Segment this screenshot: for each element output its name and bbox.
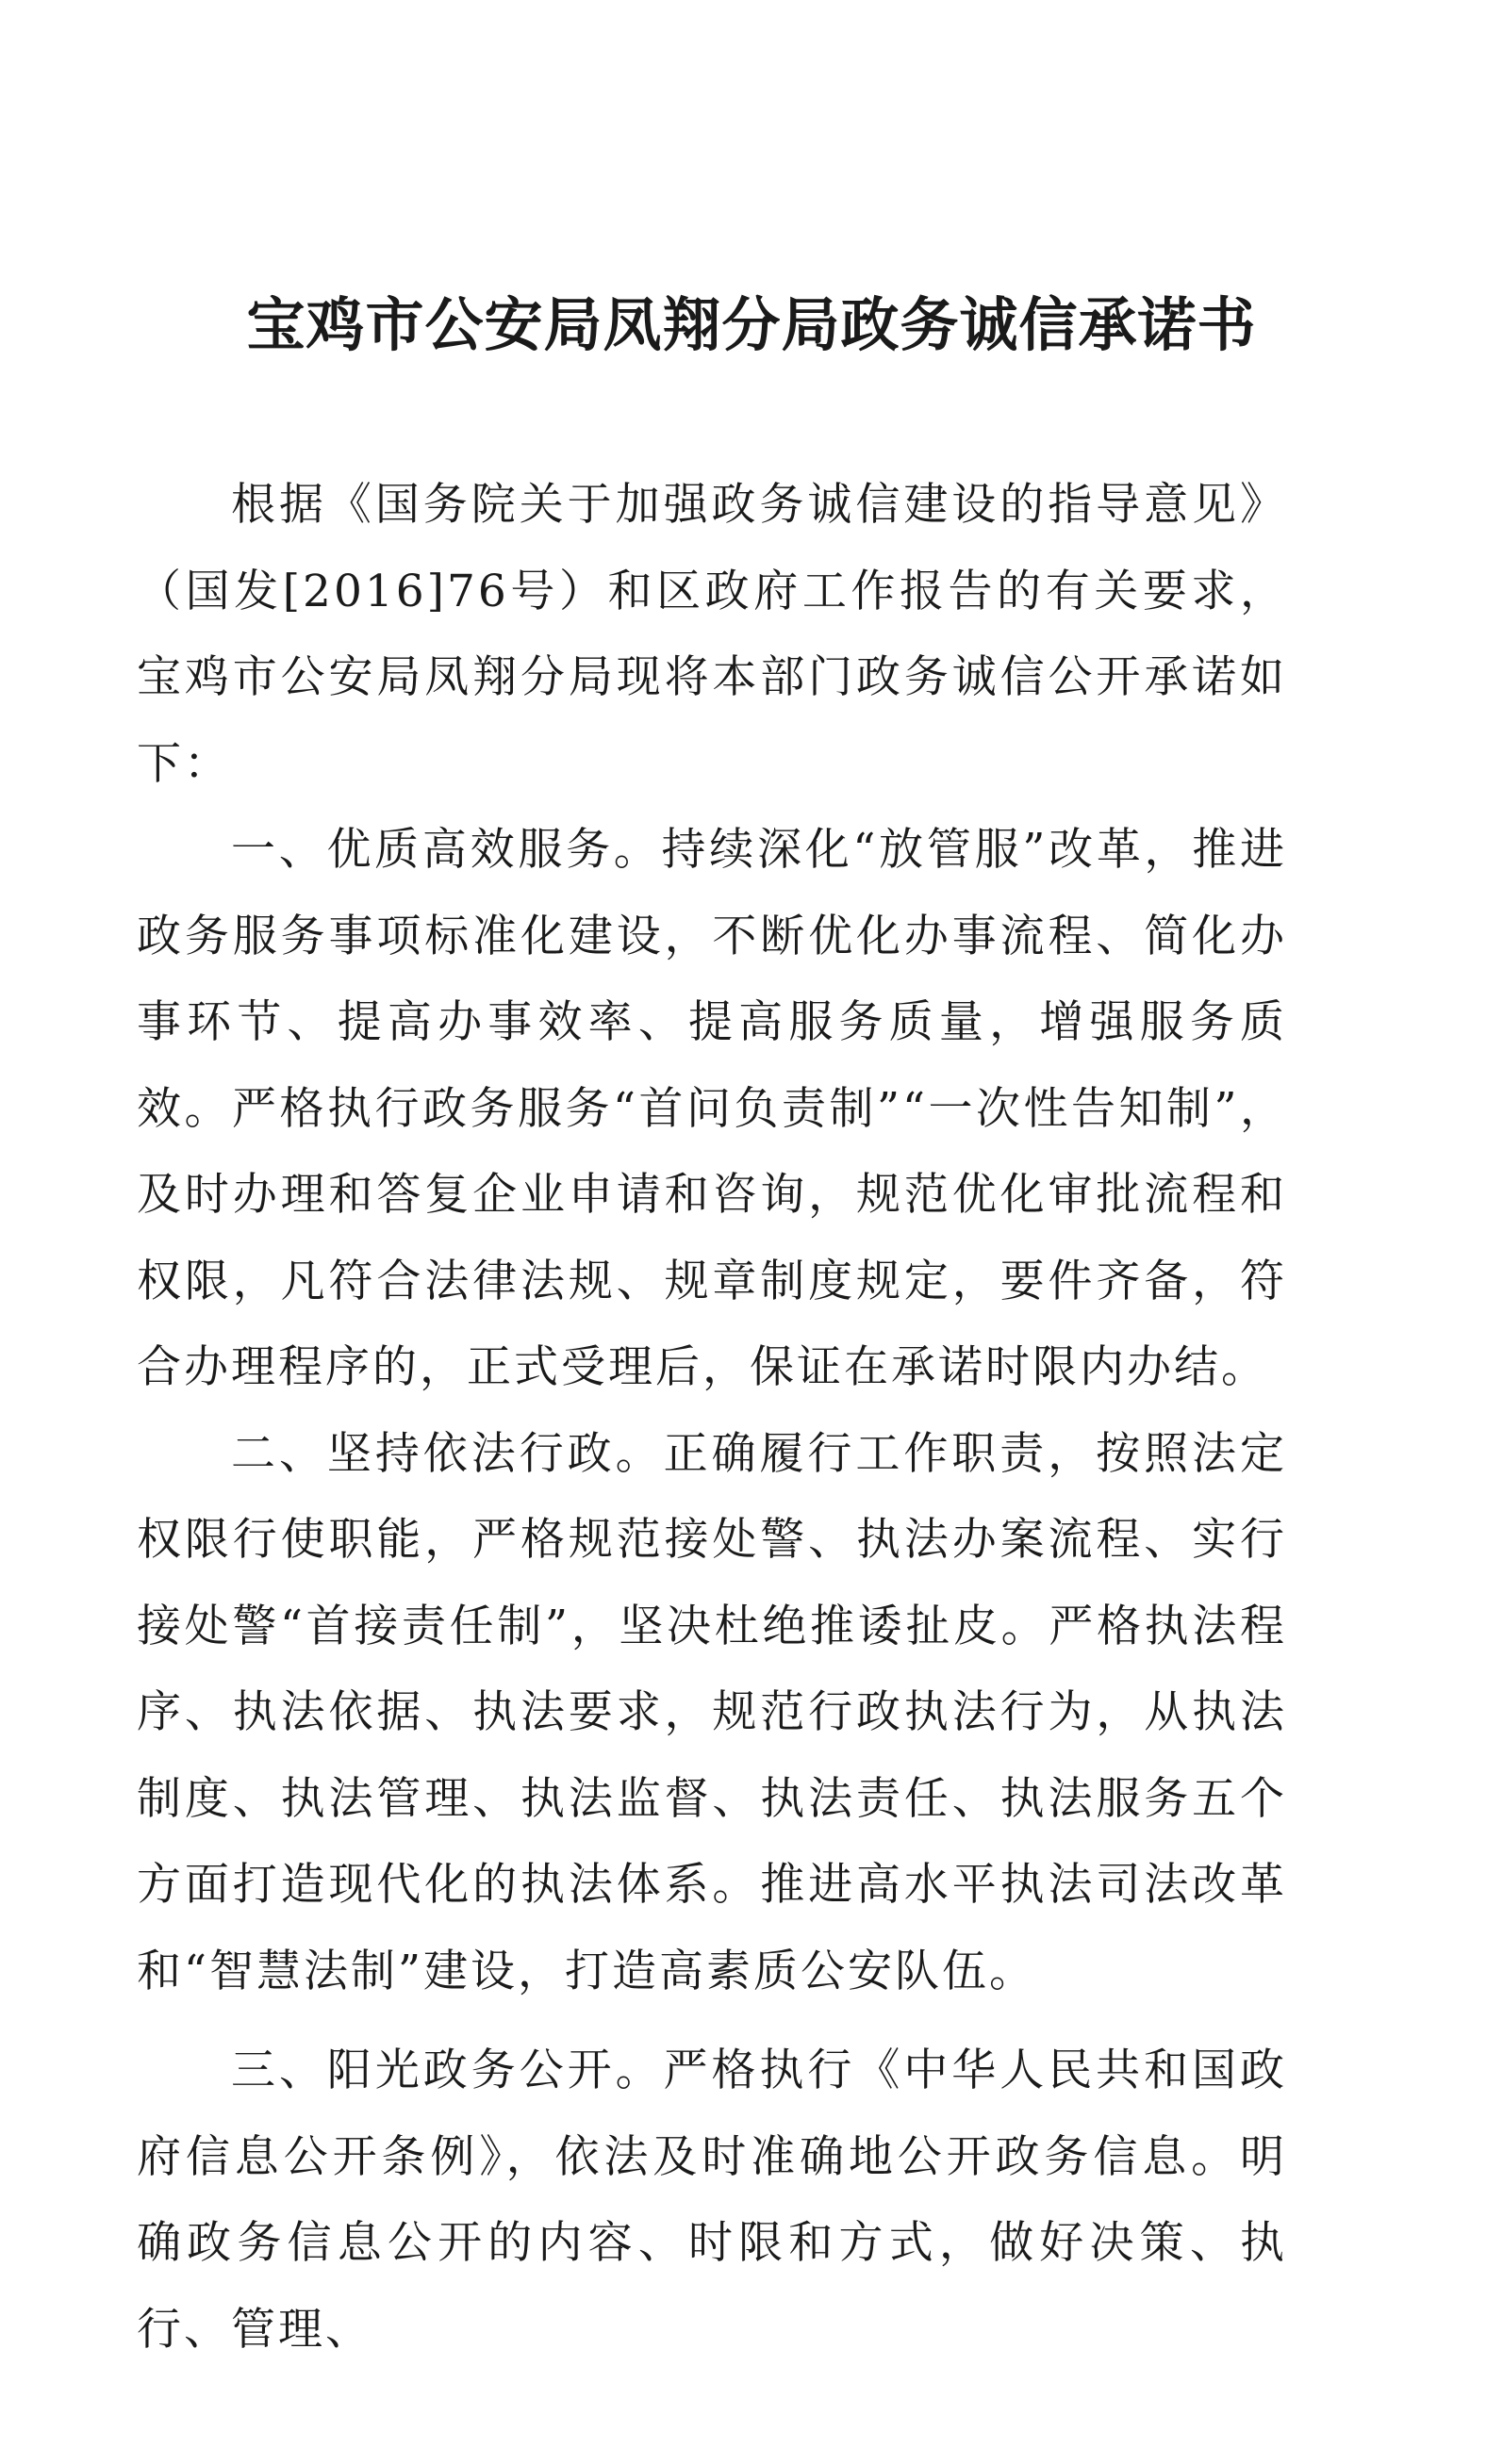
paragraph-intro: 根据《国务院关于加强政务诚信建设的指导意见》（国发[2016]76号）和区政府工作报告的有关要求，宝鸡市公安局凤翔分局现将本部门政务诚信公开承诺如下：	[137, 479, 1287, 790]
document-body	[137, 462, 1287, 2373]
paragraph-section-3: 三、阳光政务公开。严格执行《中华人民共和国政府信息公开条例》，依法及时准确地公开政务信息。明确政务信息公开的内容、时限和方式，做好决策、执行、管理、	[137, 2045, 1287, 2356]
document-title: 宝鸡市公安局凤翔分局政务诚信承诺书	[246, 290, 1257, 359]
paragraph-section-1: 一、优质高效服务。持续深化“放管服”改革，推进政务服务事项标准化建设，不断优化办事流程、简化办事环节、提高办事效率、提高服务质量，增强服务质效。严格执行政务服务“首问负责制”“一次性告知制”，及时办理和答复企业申请和咨询，规范优化审批流程和权限，凡符合法律法规、规章制度规定，要件齐备，符合办理程序的，正式受理后，保证在承诺时限内办结。	[137, 824, 1287, 1393]
paragraph-section-2: 二、坚持依法行政。正确履行工作职责，按照法定权限行使职能，严格规范接处警、执法办案流程、实行接处警“首接责任制”，坚决杜绝推诿扯皮。严格执法程序、执法依据、执法要求，规范行政执法行为，从执法制度、执法管理、执法监督、执法责任、执法服务五个方面打造现代化的执法体系。推进高水平执法司法改革和“智慧法制”建设，打造高素质公安队伍。	[137, 1427, 1287, 1997]
